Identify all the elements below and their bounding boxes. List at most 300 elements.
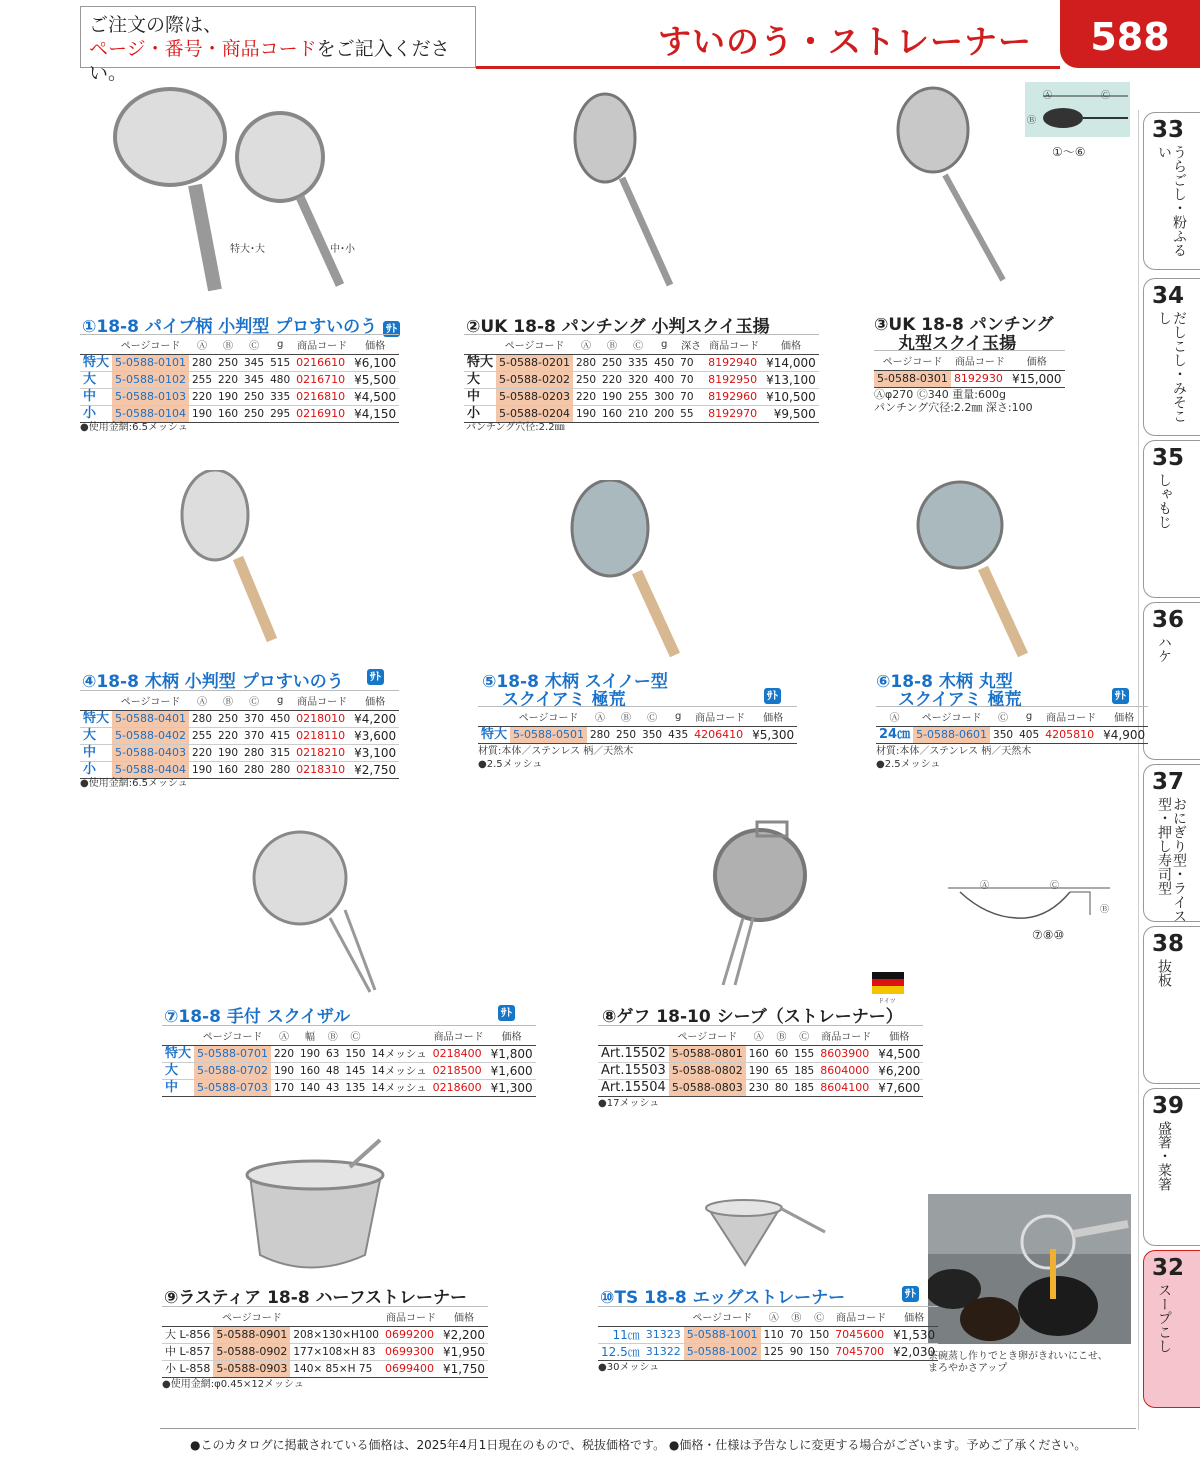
tab-number: 39: [1152, 1093, 1185, 1119]
product-code-cell: 8604000: [817, 1063, 875, 1080]
page-code-cell: 5-0588-0204: [496, 406, 573, 423]
dim-cell: 345: [241, 355, 267, 372]
dim-cell: 150: [806, 1344, 832, 1361]
weight-cell: 335: [267, 389, 293, 406]
size-cell: 12.5㎝: [598, 1344, 643, 1361]
column-header: Ⓐ: [189, 691, 215, 711]
price-cell: ¥1,530: [890, 1327, 938, 1344]
dim-label-a: Ⓐ: [1043, 91, 1053, 101]
page-code-cell: 5-0588-0404: [112, 762, 189, 779]
side-tab-38[interactable]: [1143, 926, 1200, 1084]
table-row: [874, 371, 1065, 388]
size-cell: 特大: [478, 727, 510, 744]
side-tab-35[interactable]: [1143, 440, 1200, 598]
column-header: Ⓑ: [215, 335, 241, 355]
product-code-cell: 0218210: [293, 745, 351, 762]
dim-cell: 220: [189, 389, 215, 406]
dim-label-b2: Ⓑ: [1100, 905, 1110, 915]
price-cell: ¥7,600: [875, 1080, 923, 1097]
column-header: Ⓑ: [599, 335, 625, 355]
column-header: 価格: [351, 335, 399, 355]
product-code-cell: 7045600: [832, 1327, 890, 1344]
product-9-title: ⑨ラスティア 18-8 ハーフストレーナー: [164, 1288, 468, 1308]
mesh-cell: 14メッシュ: [368, 1046, 429, 1063]
table-row: [80, 389, 399, 406]
product-10-note: ●30メッシュ: [598, 1362, 660, 1373]
column-header: ページコード: [194, 1026, 271, 1046]
product-image-gefu-sieve: [705, 820, 815, 990]
page-code-cell: 5-0588-0401: [112, 711, 189, 728]
depth-cell: 70: [677, 372, 705, 389]
label-small-sizes: 中･小: [330, 244, 355, 255]
dim-cell: 220: [189, 745, 215, 762]
product-3-title-line1: ③UK 18-8 パンチング: [874, 315, 1054, 335]
product-2-note: パンチング穴径:2.2㎜: [466, 422, 565, 433]
table-row: [876, 727, 1148, 744]
column-header: Ⓐ: [189, 335, 215, 355]
product-code-cell: 4205810: [1042, 727, 1100, 744]
page-number: 588: [1060, 0, 1200, 68]
dim-cell: 370: [241, 728, 267, 745]
model-cell: Art.15504: [598, 1080, 669, 1097]
size-cell: 24㎝: [876, 727, 913, 744]
product-code-cell: 0216910: [293, 406, 351, 423]
sa-badge: ｻﾄ: [1112, 688, 1129, 704]
column-header: 商品コード: [382, 1307, 440, 1327]
column-header: ページコード: [112, 691, 189, 711]
model-cell: 小 L-858: [162, 1361, 213, 1378]
tab-label: うらごし・粉ふるい: [1156, 145, 1187, 257]
column-header: Ⓐ: [761, 1307, 787, 1327]
weight-cell: 450: [267, 711, 293, 728]
dim-cell: 150: [342, 1046, 368, 1063]
price-cell: ¥4,900: [1100, 727, 1148, 744]
product-10-table: [598, 1306, 938, 1361]
table-row: [162, 1046, 536, 1063]
sa-badge: ｻﾄ: [498, 1005, 515, 1021]
product-3-title-line2: 丸型スクイ玉揚: [898, 334, 1017, 354]
product-code-cell: 8192940: [705, 355, 763, 372]
dimension-diagram-oval: [1025, 82, 1130, 137]
column-header: [162, 1307, 213, 1327]
table-row: [162, 1080, 536, 1097]
dim-cell: 350: [639, 727, 665, 744]
tab-number: 37: [1152, 769, 1185, 795]
price-cell: ¥3,600: [351, 728, 399, 745]
photo-chawanmushi: [928, 1194, 1131, 1344]
dim-cell: 280: [189, 711, 215, 728]
page-code-cell: 5-0588-0902: [213, 1344, 290, 1361]
size-cell: 小: [80, 762, 112, 779]
column-header: 価格: [763, 335, 819, 355]
dim-cell: 220: [573, 389, 599, 406]
page-code-cell: 5-0588-0103: [112, 389, 189, 406]
dim-cell: 135: [342, 1080, 368, 1097]
dim-cell: 65: [772, 1063, 791, 1080]
product-code-cell: 0216610: [293, 355, 351, 372]
dim-cell: 255: [189, 728, 215, 745]
table-row: [80, 711, 399, 728]
dim-cell: 177×108×H 83: [290, 1344, 382, 1361]
page-code-cell: 5-0588-0102: [112, 372, 189, 389]
product-6-note1: 材質:本体／ステンレス 柄／天然木: [876, 746, 1032, 757]
product-image-punched-skimmer: [560, 90, 700, 290]
column-header: ページコード: [669, 1026, 746, 1046]
column-header: 商品コード: [1042, 707, 1100, 727]
price-cell: ¥1,950: [440, 1344, 488, 1361]
product-7-title: ⑦18-8 手付 スクイザル: [164, 1007, 351, 1027]
product-8-note: ●17メッシュ: [598, 1098, 660, 1109]
side-tab-37[interactable]: [1143, 764, 1200, 922]
product-image-round-skimmer: [895, 85, 1025, 285]
dim-cell: 250: [215, 355, 241, 372]
dim-cell: 43: [323, 1080, 342, 1097]
page-code-cell: 5-0588-0501: [510, 727, 587, 744]
product-code-cell: 0218310: [293, 762, 351, 779]
column-header: [290, 1307, 382, 1327]
product-code-cell: 8192930: [951, 371, 1009, 388]
page-code-cell: 5-0588-0101: [112, 355, 189, 372]
product-8-title: ⑧ゲフ 18-10 シーブ（ストレーナー）: [602, 1007, 903, 1027]
product-6-note2: ●2.5メッシュ: [876, 759, 941, 770]
page-code-cell: 5-0588-0203: [496, 389, 573, 406]
dim-cell: 230: [746, 1080, 772, 1097]
product-10-title: ⑩TS 18-8 エッグストレーナー: [600, 1288, 846, 1308]
dim-cell: 335: [625, 355, 651, 372]
product-3-note1: Ⓐφ270 Ⓒ340 重量:600g: [874, 388, 1006, 401]
size-cell: 特大: [464, 355, 496, 372]
column-header: Ⓐ: [746, 1026, 772, 1046]
dim-cell: 150: [806, 1327, 832, 1344]
dim-cell: 80: [772, 1080, 791, 1097]
notice-highlight: ページ・番号・商品コード: [89, 38, 317, 60]
page-code-cell: 5-0588-0403: [112, 745, 189, 762]
weight-cell: 415: [267, 728, 293, 745]
column-header: Ⓒ: [241, 335, 267, 355]
weight-cell: 480: [267, 372, 293, 389]
table-row: [464, 372, 819, 389]
flag-label: ドイツ: [878, 998, 896, 1005]
product-code-cell: 8603900: [817, 1046, 875, 1063]
column-header: 商品コード: [832, 1307, 890, 1327]
table-header-row: [598, 1026, 923, 1046]
size-cell: 中: [80, 389, 112, 406]
column-header: 商品コード: [705, 335, 763, 355]
dim-cell: 160: [215, 406, 241, 423]
table-header-row: [598, 1307, 938, 1327]
tab-number: 33: [1152, 117, 1185, 143]
table-row: [80, 728, 399, 745]
column-header: [598, 1026, 669, 1046]
dim-cell: 280: [189, 355, 215, 372]
price-cell: ¥9,500: [763, 406, 819, 423]
weight-cell: 200: [651, 406, 677, 423]
page-code-cell: 5-0588-0901: [213, 1327, 290, 1344]
page-code-cell: 5-0588-0702: [194, 1063, 271, 1080]
size-cell: 小: [464, 406, 496, 423]
price-cell: ¥1,300: [488, 1080, 536, 1097]
column-header: ページコード: [112, 335, 189, 355]
divider: [1138, 110, 1139, 1430]
column-header: g: [1016, 707, 1042, 727]
dim-cell: 140× 85×H 75: [290, 1361, 382, 1378]
tab-label: だしこし・みそこし: [1156, 311, 1187, 423]
table-row: [464, 355, 819, 372]
dim-cell: 210: [625, 406, 651, 423]
dim-cell: 220: [215, 728, 241, 745]
dim-label-b: Ⓑ: [1027, 116, 1037, 126]
dim-cell: 250: [613, 727, 639, 744]
column-header: 深さ: [677, 335, 705, 355]
tab-label: ハケ: [1156, 635, 1172, 663]
product-code-cell: 0216710: [293, 372, 351, 389]
dim-cell: 208×130×H100: [290, 1327, 382, 1344]
weight-cell: 280: [267, 762, 293, 779]
side-tab-34[interactable]: [1143, 278, 1200, 436]
price-cell: ¥14,000: [763, 355, 819, 372]
price-cell: ¥5,500: [351, 372, 399, 389]
product-8-table: [598, 1025, 923, 1097]
price-cell: ¥6,100: [351, 355, 399, 372]
price-cell: ¥4,500: [875, 1046, 923, 1063]
dim-cell: 250: [573, 372, 599, 389]
tab-number: 34: [1152, 283, 1185, 309]
column-header: 商品コード: [691, 707, 749, 727]
dim-cell: 255: [625, 389, 651, 406]
page-code-cell: 5-0588-0803: [669, 1080, 746, 1097]
price-cell: ¥4,500: [351, 389, 399, 406]
dim-cell: 280: [241, 762, 267, 779]
column-header: 商品コード: [951, 351, 1009, 371]
dim-label-c: Ⓒ: [1101, 91, 1111, 101]
dim-cell: 190: [746, 1063, 772, 1080]
model-cell: Art.15503: [598, 1063, 669, 1080]
table-row: [598, 1327, 938, 1344]
product-9-table: [162, 1306, 488, 1378]
dim-cell: 140: [297, 1080, 323, 1097]
weight-cell: 435: [665, 727, 691, 744]
table-row: [162, 1327, 488, 1344]
category-title: すいのう・ストレーナー: [658, 22, 1032, 61]
dim-cell: 255: [189, 372, 215, 389]
diagram-applies-1-6: ①〜⑥: [1052, 145, 1086, 159]
product-9-note: ●使用金網:φ0.45×12メッシュ: [162, 1379, 304, 1390]
dim-cell: 250: [599, 355, 625, 372]
column-header: g: [665, 707, 691, 727]
column-header: Ⓒ: [806, 1307, 832, 1327]
dim-cell: 190: [215, 745, 241, 762]
size-cell: 小: [80, 406, 112, 423]
table-header-row: [80, 335, 399, 355]
notice-rest: をご記入ください。: [89, 38, 450, 84]
side-tab-33[interactable]: [1143, 112, 1200, 270]
weight-cell: 295: [267, 406, 293, 423]
product-1-title-text: ①18-8 パイプ柄 小判型 プロすいのう: [82, 317, 378, 337]
size-cell: 11㎝: [598, 1327, 643, 1344]
depth-cell: 70: [677, 389, 705, 406]
dim-cell: 190: [189, 762, 215, 779]
table-header-row: [162, 1307, 488, 1327]
product-3-note2: パンチング穴径:2.2㎜ 深さ:100: [874, 401, 1033, 414]
page-code-cell: 5-0588-1002: [684, 1344, 761, 1361]
dim-cell: 220: [215, 372, 241, 389]
product-code-cell: 7045700: [832, 1344, 890, 1361]
dim-cell: 145: [342, 1063, 368, 1080]
product-2-title: ②UK 18-8 パンチング 小判スクイ玉揚: [466, 317, 770, 337]
photo-caption-line1: 茶碗蒸し作りでとき卵がきれいにこせ、: [928, 1351, 1108, 1362]
column-header: Ⓑ: [323, 1026, 342, 1046]
model-cell: 31322: [643, 1344, 684, 1361]
product-1-table: [80, 334, 399, 423]
germany-flag-icon: [872, 972, 904, 994]
size-cell: 中: [80, 745, 112, 762]
mesh-cell: 14メッシュ: [368, 1080, 429, 1097]
dim-cell: 350: [990, 727, 1016, 744]
product-code-cell: 0218600: [430, 1080, 488, 1097]
table-header-row: [162, 1026, 536, 1046]
page-code-cell: 5-0588-0801: [669, 1046, 746, 1063]
column-header: Ⓑ: [772, 1026, 791, 1046]
dim-cell: 280: [241, 745, 267, 762]
dim-cell: 370: [241, 711, 267, 728]
footer-notice: ●このカタログに掲載されている価格は、2025年4月1日現在のもので、税抜価格です。 ●価格・仕様は予告なしに変更する場合がございます。予めご了承ください。: [190, 1438, 1087, 1452]
dim-cell: 185: [791, 1080, 817, 1097]
price-cell: ¥2,750: [351, 762, 399, 779]
sa-badge: ｻﾄ: [383, 321, 400, 337]
model-cell: 中 L-857: [162, 1344, 213, 1361]
product-image-wood-oval: [180, 470, 310, 660]
column-header: [643, 1307, 684, 1327]
dim-cell: 220: [599, 372, 625, 389]
product-7-table: [162, 1025, 536, 1097]
table-header-row: [478, 707, 797, 727]
model-cell: 31323: [643, 1327, 684, 1344]
column-header: ページコード: [684, 1307, 761, 1327]
size-cell: 特大: [162, 1046, 194, 1063]
product-2-table: [464, 334, 819, 423]
dimension-diagram-bowl: [940, 870, 1115, 925]
page-code-cell: 5-0588-0903: [213, 1361, 290, 1378]
weight-cell: 515: [267, 355, 293, 372]
product-6-title-line1: ⑥18-8 木柄 丸型: [876, 672, 1013, 692]
tab-number: 32: [1152, 1255, 1185, 1281]
weight-cell: 300: [651, 389, 677, 406]
price-cell: ¥6,200: [875, 1063, 923, 1080]
dim-label-c2: Ⓒ: [1050, 881, 1060, 891]
sa-badge: ｻﾄ: [764, 688, 781, 704]
dim-cell: 220: [271, 1046, 297, 1063]
column-header: [80, 691, 112, 711]
price-cell: ¥1,600: [488, 1063, 536, 1080]
column-header: 商品コード: [293, 335, 351, 355]
dim-cell: 60: [772, 1046, 791, 1063]
side-tab-39[interactable]: [1143, 1088, 1200, 1246]
price-cell: ¥10,500: [763, 389, 819, 406]
column-header: Ⓒ: [639, 707, 665, 727]
product-code-cell: 4206410: [691, 727, 749, 744]
product-code-cell: 8192960: [705, 389, 763, 406]
column-header: 商品コード: [293, 691, 351, 711]
page-code-cell: 5-0588-0703: [194, 1080, 271, 1097]
sa-badge: ｻﾄ: [902, 1286, 919, 1302]
product-4-title: [82, 667, 384, 692]
table-header-row: [80, 691, 399, 711]
photo-caption-line2: まろやかさアップ: [928, 1363, 1008, 1374]
column-header: 価格: [875, 1026, 923, 1046]
page-code-cell: 5-0588-0701: [194, 1046, 271, 1063]
product-image-handle-colander: [250, 830, 380, 1000]
size-cell: 大: [80, 728, 112, 745]
page-code-cell: 5-0588-0201: [496, 355, 573, 372]
product-6-title-line2: スクイアミ 極荒: [898, 690, 1022, 710]
side-tab-36[interactable]: [1143, 602, 1200, 760]
table-row: [80, 355, 399, 372]
price-cell: ¥2,030: [890, 1344, 938, 1361]
weight-cell: 405: [1016, 727, 1042, 744]
column-header: Ⓐ: [587, 707, 613, 727]
dim-cell: 320: [625, 372, 651, 389]
dim-cell: 190: [271, 1063, 297, 1080]
dim-cell: 63: [323, 1046, 342, 1063]
price-cell: ¥15,000: [1009, 371, 1065, 388]
price-cell: ¥1,750: [440, 1361, 488, 1378]
product-code-cell: 8192950: [705, 372, 763, 389]
dim-cell: 125: [761, 1344, 787, 1361]
column-header: [368, 1026, 429, 1046]
column-header: ページコード: [496, 335, 573, 355]
column-header: 価格: [488, 1026, 536, 1046]
side-tab-32-active[interactable]: [1143, 1250, 1200, 1408]
dim-cell: 250: [215, 711, 241, 728]
table-header-row: [874, 351, 1065, 371]
price-cell: ¥13,100: [763, 372, 819, 389]
model-cell: Art.15502: [598, 1046, 669, 1063]
dim-cell: 170: [271, 1080, 297, 1097]
table-row: [162, 1344, 488, 1361]
dim-cell: 160: [215, 762, 241, 779]
tab-label: しゃもじ: [1156, 473, 1172, 529]
column-header: 商品コード: [430, 1026, 488, 1046]
table-row: [478, 727, 797, 744]
column-header: Ⓐ: [573, 335, 599, 355]
product-4-title-text: ④18-8 木柄 小判型 プロすいのう: [82, 672, 344, 692]
diagram-applies-7-8-10: ⑦⑧⑩: [1032, 928, 1065, 942]
column-header: Ⓒ: [625, 335, 651, 355]
product-code-cell: 0218110: [293, 728, 351, 745]
table-header-row: [876, 707, 1148, 727]
size-cell: 大: [162, 1063, 194, 1080]
table-row: [80, 745, 399, 762]
price-cell: ¥3,100: [351, 745, 399, 762]
column-header: 価格: [1009, 351, 1065, 371]
product-image-wood-coarse: [565, 480, 705, 660]
size-cell: 特大: [80, 711, 112, 728]
column-header: Ⓐ: [271, 1026, 297, 1046]
page-code-cell: 5-0588-0402: [112, 728, 189, 745]
column-header: ページコード: [913, 707, 990, 727]
sa-badge: ｻﾄ: [367, 669, 384, 685]
column-header: Ⓒ: [990, 707, 1016, 727]
dim-cell: 280: [587, 727, 613, 744]
column-header: [162, 1026, 194, 1046]
page-code-cell: 5-0588-0202: [496, 372, 573, 389]
table-header-row: [464, 335, 819, 355]
column-header: [464, 335, 496, 355]
price-cell: ¥1,800: [488, 1046, 536, 1063]
dim-cell: 185: [791, 1063, 817, 1080]
column-header: g: [651, 335, 677, 355]
page-code-cell: 5-0588-0104: [112, 406, 189, 423]
